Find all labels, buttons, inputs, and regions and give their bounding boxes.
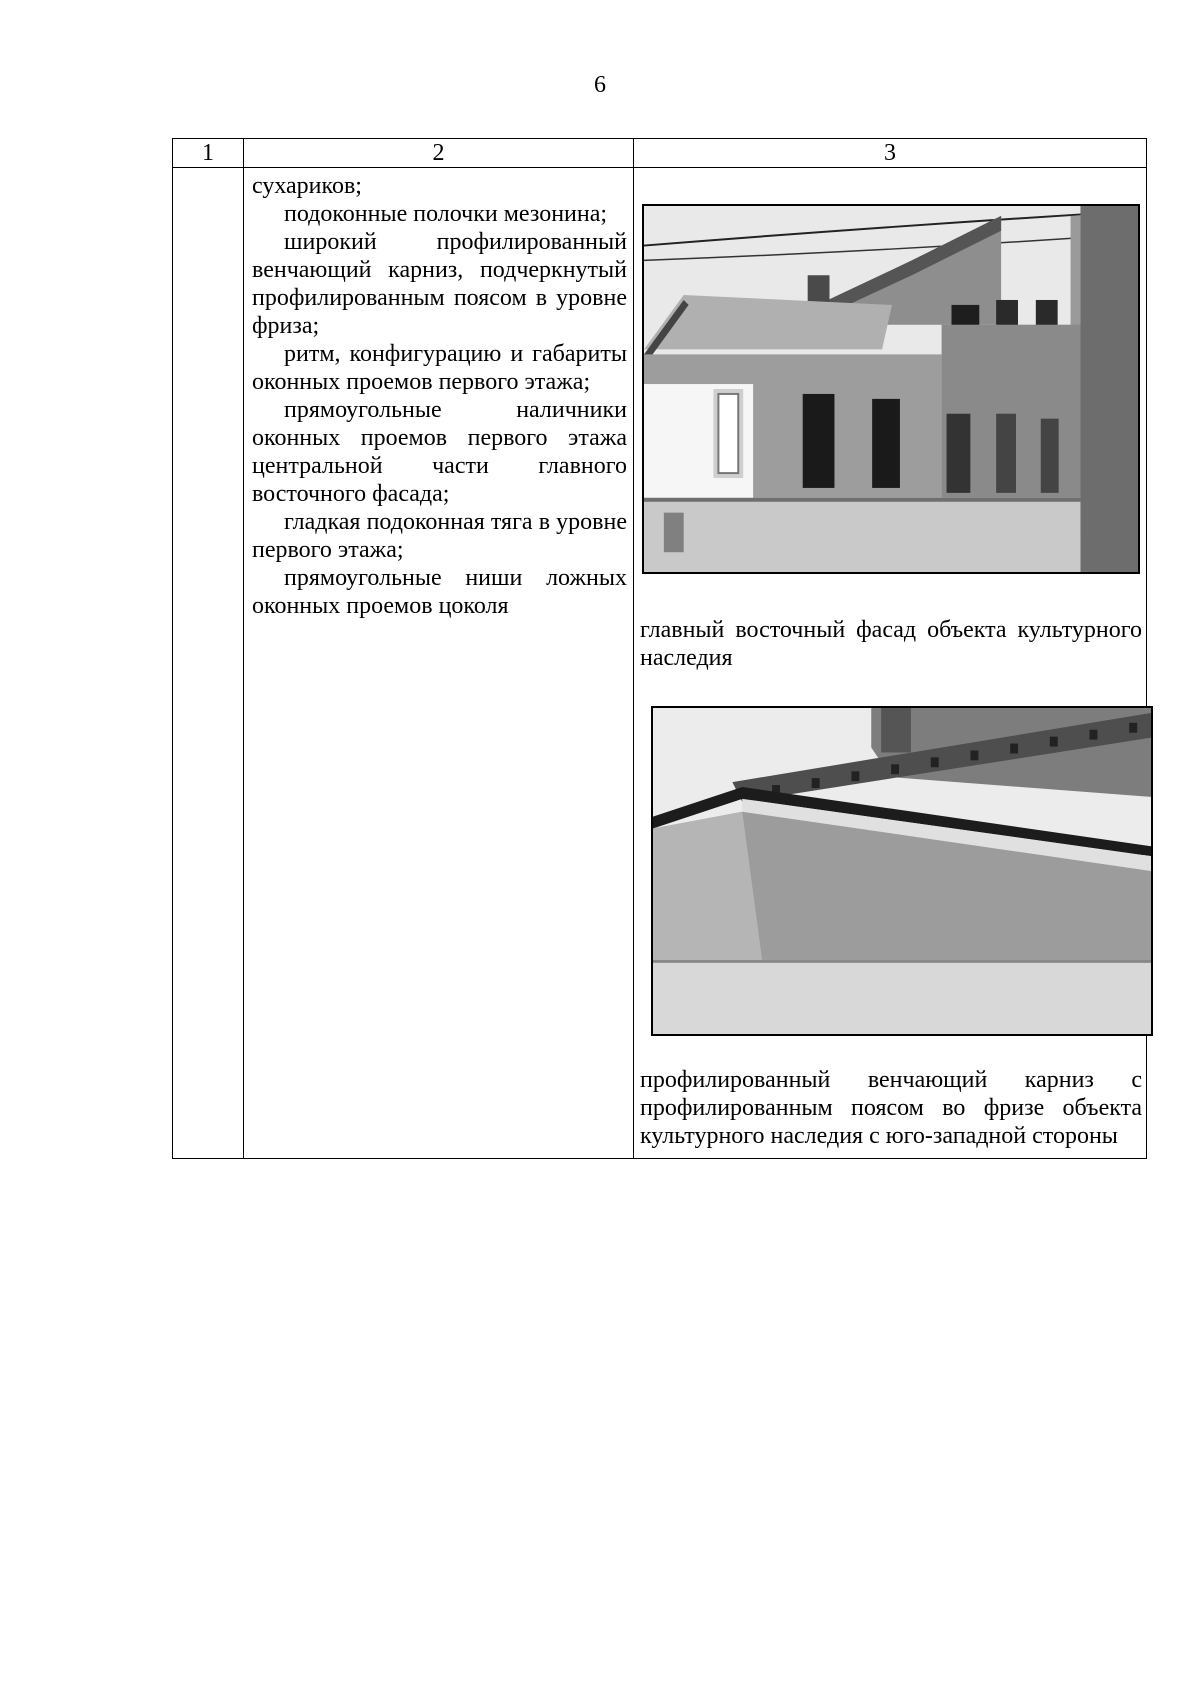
photo-cornice-southwest bbox=[651, 706, 1153, 1036]
list-item: гладкая подоконная тяга в уровне первого этажа; bbox=[252, 509, 627, 563]
table-row bbox=[173, 168, 1147, 1159]
list-item: прямоугольные наличники оконных проемов первого этажа центральной части главного восточного фасада; bbox=[252, 397, 627, 507]
table-header-row bbox=[173, 139, 1147, 168]
cell-photos bbox=[634, 168, 1147, 1159]
list-item: широкий профилированный венчающий карниз, подчеркнутый профилированным поясом в уровне фриза; bbox=[252, 229, 627, 339]
list-item: ритм, конфигурацию и габариты оконных проемов первого этажа; bbox=[252, 341, 627, 395]
column-header-3: 3 bbox=[634, 139, 1147, 168]
photo-main-east-facade bbox=[642, 204, 1140, 574]
page-number: 6 bbox=[594, 72, 606, 98]
cell-number bbox=[173, 168, 244, 1159]
cell-description bbox=[244, 168, 634, 1159]
list-item: прямоугольные ниши ложных оконных проемов цоколя bbox=[252, 565, 627, 619]
list-item: подоконные полочки мезонина; bbox=[284, 201, 608, 227]
heritage-table bbox=[172, 138, 1147, 1159]
column-header-1: 1 bbox=[173, 139, 244, 168]
list-item: сухариков; bbox=[252, 173, 362, 199]
column-header-2: 2 bbox=[244, 139, 634, 168]
photo-caption: главный восточный фасад объекта культурного наследия bbox=[640, 617, 1142, 671]
photo-caption: профилированный венчающий карниз с профилированным поясом во фризе объекта культурного наследия с юго-западной стороны bbox=[640, 1067, 1142, 1149]
